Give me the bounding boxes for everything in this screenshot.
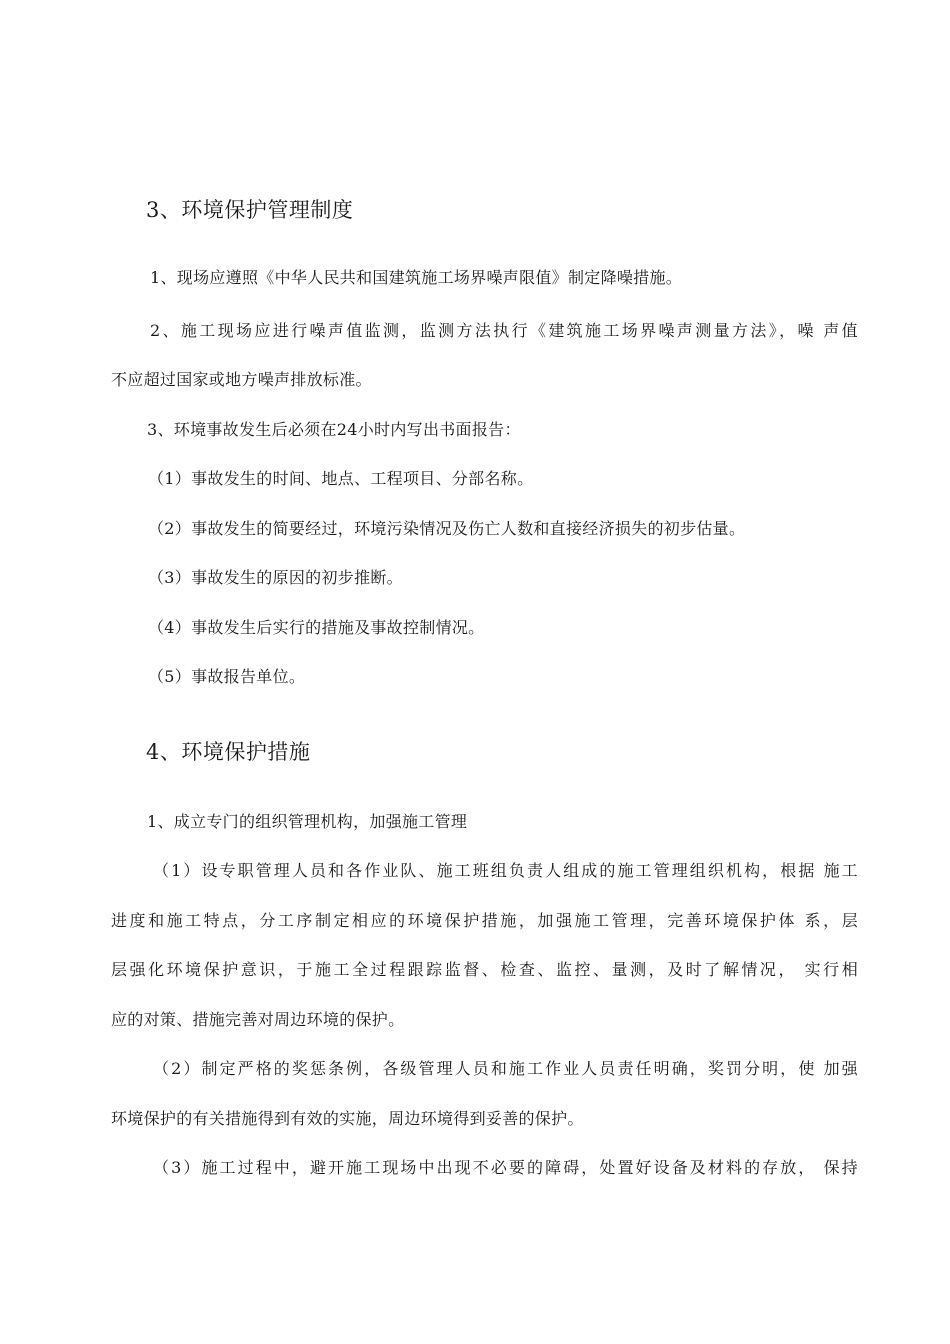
section-3-paragraph-1: 1、现场应遵照《中华人民共和国建筑施工场界噪声限值》制定降噪措施。 <box>150 268 683 287</box>
report-item-5: （5）事故报告单位。 <box>148 667 306 686</box>
measure-1-line-2: 进度和施工特点，分工序制定相应的环境保护措施，加强施工管理，完善环境保护体 系，层 <box>111 911 858 930</box>
section-3-paragraph-2-line-1: 2、施工现场应进行噪声值监测，监测方法执行《建筑施工场界噪声测量方法》，噪 声值 <box>150 321 858 340</box>
measure-2-line-1: （2）制定严格的奖惩条例，各级管理人员和施工作业人员责任明确，奖罚分明，使 加强 <box>153 1059 858 1078</box>
report-item-1: （1）事故发生的时间、地点、工程项目、分部名称。 <box>148 469 534 488</box>
section-3-paragraph-3: 3、环境事故发生后必须在24小时内写出书面报告： <box>147 420 521 439</box>
section-3-heading: 3、环境保护管理制度 <box>146 198 354 222</box>
report-item-2: （2）事故发生的简要经过，环境污染情况及伤亡人数和直接经济损失的初步估量。 <box>148 519 746 538</box>
section-3-paragraph-2-line-2: 不应超过国家或地方噪声排放标准。 <box>111 370 372 389</box>
measure-1-line-3: 层强化环境保护意识，于施工全过程跟踪监督、检查、监控、量测，及时了解情况， 实行相 <box>111 960 858 979</box>
measure-1-line-4: 应的对策、措施完善对周边环境的保护。 <box>111 1010 405 1029</box>
measure-2-line-2: 环境保护的有关措施得到有效的实施，周边环境得到妥善的保护。 <box>111 1109 584 1128</box>
section-4-paragraph-1: 1、成立专门的组织管理机构，加强施工管理 <box>147 812 468 831</box>
report-item-3: （3）事故发生的原因的初步推断。 <box>148 568 403 587</box>
measure-3-line-1: （3）施工过程中，避开施工现场中出现不必要的障碍，处置好设备及材料的存放， 保持 <box>153 1158 858 1177</box>
section-4-heading: 4、环境保护措施 <box>146 740 311 764</box>
measure-1-line-1: （1）设专职管理人员和各作业队、施工班组负责人组成的施工管理组织机构，根据 施工 <box>153 861 858 880</box>
report-item-4: （4）事故发生后实行的措施及事故控制情况。 <box>148 618 485 637</box>
